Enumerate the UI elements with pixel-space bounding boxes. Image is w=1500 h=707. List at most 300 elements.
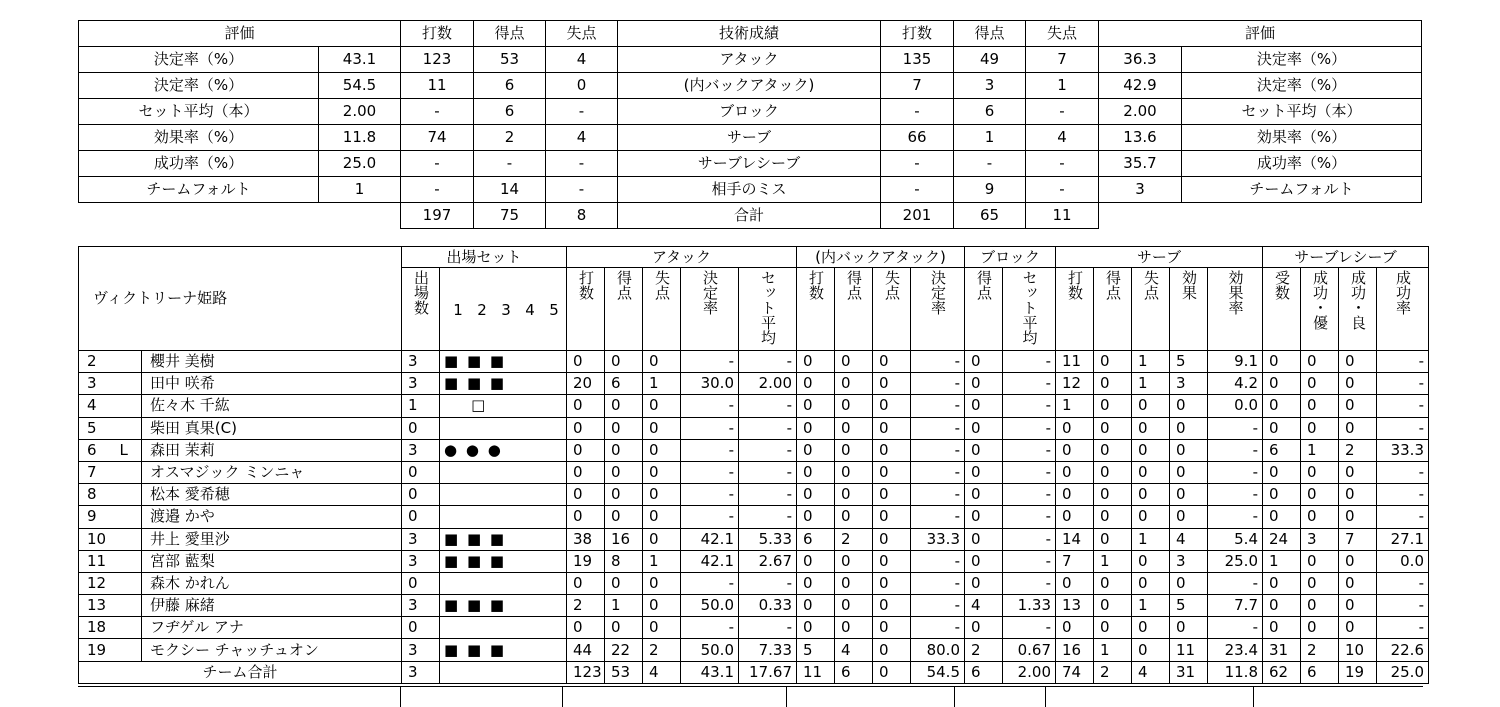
stat-cell: 4 (835, 639, 873, 661)
stat-cell: 0 (797, 617, 835, 639)
stat-cell: 0 (567, 572, 605, 594)
stat-cell: 11 (1170, 639, 1208, 661)
stat-cell: - (1003, 550, 1056, 572)
col-header-text: 失点 (1142, 270, 1160, 300)
player-number: 11 (79, 550, 116, 572)
stat-cell: 11.8 (1208, 661, 1263, 683)
played-count: 0 (402, 461, 440, 483)
cell: - (546, 151, 618, 177)
stat-cell: 0 (873, 417, 911, 439)
cell: 53 (474, 47, 546, 73)
stat-cell: 0 (1339, 351, 1377, 373)
stat-cell: 50.0 (681, 639, 739, 661)
stat-cell: 0 (1301, 595, 1339, 617)
stat-cell: 22.6 (1377, 639, 1429, 661)
stat-cell: - (911, 617, 965, 639)
table-row (79, 528, 1429, 550)
stat-cell: 0 (1339, 595, 1377, 617)
stat-cell: 0 (1094, 484, 1132, 506)
table-row (79, 373, 1429, 395)
eval-value-right: 35.7 (1099, 151, 1182, 177)
set-number: 1 (453, 300, 463, 319)
eval-value-right: 2.00 (1099, 99, 1182, 125)
stat-cell: 2 (567, 595, 605, 617)
stat-cell: 1 (1301, 439, 1339, 461)
group-receive: サーブレシーブ (1263, 247, 1429, 268)
stat-cell: 23.4 (1208, 639, 1263, 661)
col-header-text: 得点 (615, 270, 633, 300)
stat-cell: 24 (1263, 528, 1301, 550)
eval-label-right: 成功率（%） (1182, 151, 1422, 177)
header-points-left: 得点 (474, 21, 546, 47)
stat-cell: 0 (643, 395, 681, 417)
stat-cell: - (681, 572, 739, 594)
col-header-text: 成功・良 (1349, 270, 1367, 330)
stat-cell: 42.1 (681, 528, 739, 550)
eval-label-right: 決定率（%） (1182, 47, 1422, 73)
set-marks: ■ ■ ■ (440, 550, 567, 572)
set-marks (440, 484, 567, 506)
set-marks: ■ ■ ■ (440, 373, 567, 395)
player-number: 8 (79, 484, 116, 506)
played-count: 3 (402, 595, 440, 617)
summary-row (79, 47, 1422, 73)
skill-label: ブロック (618, 99, 881, 125)
header-eval-left: 評価 (79, 21, 401, 47)
table-row (79, 617, 1429, 639)
stat-cell: 19 (1339, 661, 1377, 683)
table-row (79, 506, 1429, 528)
stat-cell: 0 (1094, 617, 1132, 639)
group-attack: アタック (567, 247, 797, 268)
stat-cell: 0 (643, 484, 681, 506)
stat-cell: 0 (1339, 550, 1377, 572)
stat-cell: 0 (1301, 395, 1339, 417)
col-header-ba_pts (835, 268, 873, 351)
total-cell: 197 (401, 203, 474, 229)
cell: 4 (546, 125, 618, 151)
stat-cell: 0 (873, 595, 911, 617)
spacer (1099, 203, 1422, 229)
header-skill: 技術成績 (618, 21, 881, 47)
player-number: 4 (79, 395, 116, 417)
stat-cell: 0 (873, 395, 911, 417)
col-header-ba_lost (873, 268, 911, 351)
stat-cell: 2 (643, 639, 681, 661)
cell: 3 (954, 73, 1026, 99)
cell: - (1026, 99, 1099, 125)
total-cell: 65 (954, 203, 1026, 229)
stat-cell: - (739, 572, 797, 594)
stat-cell: - (1377, 373, 1429, 395)
stat-cell: 5 (797, 639, 835, 661)
stat-cell: 20 (567, 373, 605, 395)
col-header-text: 得点 (845, 270, 863, 300)
stat-cell: - (911, 461, 965, 483)
stat-cell: - (911, 484, 965, 506)
stat-cell: 0 (643, 572, 681, 594)
stat-cell: 123 (567, 661, 605, 683)
col-header-text: 成功・優 (1311, 270, 1329, 330)
stat-cell: 0 (567, 417, 605, 439)
stat-cell: - (681, 395, 739, 417)
stat-cell: 0 (1339, 373, 1377, 395)
stat-cell: - (1003, 484, 1056, 506)
col-header-played (402, 268, 440, 351)
stat-cell: 0 (1094, 417, 1132, 439)
player-number: 12 (79, 572, 116, 594)
skill-label: サーブレシーブ (618, 151, 881, 177)
stat-cell: - (1003, 417, 1056, 439)
stat-cell: 0 (1056, 417, 1094, 439)
stat-cell: 7 (1056, 550, 1094, 572)
stat-cell: 7.33 (739, 639, 797, 661)
total-cell: 75 (474, 203, 546, 229)
player-number: 9 (79, 506, 116, 528)
stat-cell: 0 (965, 506, 1003, 528)
player-name: 伊藤 麻緒 (142, 595, 402, 617)
played-count: 0 (402, 572, 440, 594)
total-cell: 8 (546, 203, 618, 229)
stat-cell: 6 (1263, 439, 1301, 461)
stat-cell: - (681, 461, 739, 483)
stat-cell: - (681, 439, 739, 461)
group-sets: 出場セット (402, 247, 567, 268)
stat-cell: 62 (1263, 661, 1301, 683)
stat-cell: 42.1 (681, 550, 739, 572)
stat-cell: 0 (1263, 373, 1301, 395)
stat-cell: 0 (643, 595, 681, 617)
played-count: 3 (402, 639, 440, 661)
cell: 6 (474, 73, 546, 99)
col-header-text: 効果率 (1226, 270, 1245, 315)
stat-cell: - (739, 395, 797, 417)
stat-cell: 16 (605, 528, 643, 550)
stat-cell: 30.0 (681, 373, 739, 395)
stat-cell: 0 (1094, 373, 1132, 395)
cell: - (401, 99, 474, 125)
libero-mark (116, 395, 142, 417)
team-total-label: チーム合計 (79, 661, 402, 683)
set-number: 5 (549, 300, 559, 319)
stat-cell: - (681, 617, 739, 639)
stat-cell: 0 (605, 461, 643, 483)
stat-cell: 2 (1301, 639, 1339, 661)
header-at-bats-right: 打数 (881, 21, 954, 47)
stat-cell: - (739, 484, 797, 506)
cell: 6 (474, 99, 546, 125)
eval-value-right: 42.9 (1099, 73, 1182, 99)
libero-mark (116, 595, 142, 617)
stat-cell: 38 (567, 528, 605, 550)
stat-cell: - (681, 351, 739, 373)
stat-cell: 1 (1132, 528, 1170, 550)
player-number: 13 (79, 595, 116, 617)
col-header-rc_rate (1377, 268, 1429, 351)
stat-cell: 1 (1132, 595, 1170, 617)
cell: 2 (474, 125, 546, 151)
eval-value-left: 11.8 (319, 125, 401, 151)
stat-cell: 0 (1170, 461, 1208, 483)
stat-cell: 0 (835, 617, 873, 639)
cell: 74 (401, 125, 474, 151)
stat-cell: 0 (797, 595, 835, 617)
stat-cell: 0 (1056, 461, 1094, 483)
col-header-att_avg (739, 268, 797, 351)
stat-cell: - (911, 373, 965, 395)
stat-cell: 0 (605, 572, 643, 594)
cell: - (954, 151, 1026, 177)
cell: - (546, 99, 618, 125)
set-number: 4 (525, 300, 535, 319)
stat-cell: - (1377, 484, 1429, 506)
libero-mark (116, 639, 142, 661)
team-total-row (79, 661, 1429, 683)
stat-cell: 2 (1339, 439, 1377, 461)
stat-cell: 0 (1170, 484, 1208, 506)
stat-cell: 44 (567, 639, 605, 661)
player-name: 柴田 真果(C) (142, 417, 402, 439)
stat-cell: 0 (965, 550, 1003, 572)
player-name: 櫻井 美樹 (142, 351, 402, 373)
eval-label-right: 決定率（%） (1182, 73, 1422, 99)
stat-cell: 1 (605, 595, 643, 617)
group-block: ブロック (965, 247, 1056, 268)
stat-cell: 0 (1263, 595, 1301, 617)
stat-cell: 0 (835, 572, 873, 594)
cell: 1 (954, 125, 1026, 151)
player-stats-table (78, 246, 1429, 684)
stat-cell: - (911, 351, 965, 373)
stat-cell: - (681, 417, 739, 439)
col-header-att_pts (605, 268, 643, 351)
team-name: ヴィクトリーナ姫路 (79, 247, 402, 351)
eval-label-left: 成功率（%） (79, 151, 319, 177)
stat-cell: 0 (797, 439, 835, 461)
stat-cell: - (1208, 439, 1263, 461)
stat-cell: 0 (1094, 351, 1132, 373)
played-count: 3 (402, 373, 440, 395)
set-marks (440, 461, 567, 483)
set-marks (440, 572, 567, 594)
stat-cell: 0 (1094, 461, 1132, 483)
stat-cell: - (1377, 572, 1429, 594)
player-name: フヂゲル アナ (142, 617, 402, 639)
player-name: 松本 愛希穂 (142, 484, 402, 506)
table-row (79, 639, 1429, 661)
stat-cell: - (911, 595, 965, 617)
stat-cell: 0 (1094, 506, 1132, 528)
header-eval-right: 評価 (1099, 21, 1422, 47)
eval-value-right: 13.6 (1099, 125, 1182, 151)
stat-cell: 0 (835, 484, 873, 506)
stat-cell: - (1003, 373, 1056, 395)
eval-value-left: 54.5 (319, 73, 401, 99)
cell: - (881, 151, 954, 177)
libero-mark (116, 528, 142, 550)
stat-cell: 0 (873, 461, 911, 483)
stat-cell: 0 (1301, 461, 1339, 483)
spacer (79, 203, 401, 229)
stat-cell: 0 (873, 550, 911, 572)
stat-cell: 0.0 (1377, 550, 1429, 572)
stat-cell: 80.0 (911, 639, 965, 661)
stat-cell: 6 (605, 373, 643, 395)
libero-mark: L (116, 439, 142, 461)
stat-cell: 0 (965, 439, 1003, 461)
stat-cell: 4 (965, 595, 1003, 617)
stat-cell: 74 (1056, 661, 1094, 683)
eval-label-left: 決定率（%） (79, 47, 319, 73)
col-header-text: 失点 (653, 270, 671, 300)
stat-cell: 0 (835, 506, 873, 528)
stat-cell: 19 (567, 550, 605, 572)
stat-cell: - (1377, 617, 1429, 639)
stat-cell: 0 (1094, 439, 1132, 461)
table-row (79, 550, 1429, 572)
summary-row (79, 99, 1422, 125)
cell: - (401, 177, 474, 203)
col-header-rc_ex (1301, 268, 1339, 351)
stat-cell: 0 (1301, 617, 1339, 639)
player-name: 森木 かれん (142, 572, 402, 594)
played-count: 0 (402, 484, 440, 506)
stat-cell: 0 (1132, 506, 1170, 528)
stat-cell: 7 (1339, 528, 1377, 550)
set-number: 3 (501, 300, 511, 319)
stat-cell: 0 (605, 351, 643, 373)
col-header-text: 成功率 (1394, 270, 1412, 315)
col-header-sv_bats (1056, 268, 1094, 351)
stat-cell: 0 (1170, 506, 1208, 528)
stat-cell: - (1208, 617, 1263, 639)
player-number: 19 (79, 639, 116, 661)
stat-cell: 0 (1132, 417, 1170, 439)
stat-cell: 0 (1094, 528, 1132, 550)
stat-cell: 0 (1339, 417, 1377, 439)
libero-mark (116, 506, 142, 528)
stat-cell: 31 (1170, 661, 1208, 683)
stat-cell: 25.0 (1377, 661, 1429, 683)
stat-cell: 0 (567, 461, 605, 483)
stat-cell: 0 (835, 461, 873, 483)
col-header-rc_cnt (1263, 268, 1301, 351)
cell: 135 (881, 47, 954, 73)
player-name: 宮部 藍梨 (142, 550, 402, 572)
col-header-sv_lost (1132, 268, 1170, 351)
stat-cell: - (681, 506, 739, 528)
stat-cell: 0 (1301, 351, 1339, 373)
stat-cell: 3 (1170, 373, 1208, 395)
stat-cell: 0 (965, 351, 1003, 373)
stat-cell: - (681, 484, 739, 506)
stat-cell: 0 (1094, 395, 1132, 417)
stat-cell: 0 (965, 395, 1003, 417)
stat-cell: 0 (873, 351, 911, 373)
stat-cell: 0 (835, 373, 873, 395)
stat-cell: 4.2 (1208, 373, 1263, 395)
col-header-ba_rate (911, 268, 965, 351)
stat-cell: 0 (643, 439, 681, 461)
summary-row (79, 125, 1422, 151)
col-header-ba_bats (797, 268, 835, 351)
col-header-text: 得点 (1104, 270, 1122, 300)
stat-cell: 1 (1263, 550, 1301, 572)
eval-value-left: 1 (319, 177, 401, 203)
played-count: 0 (402, 417, 440, 439)
skill-label: サーブ (618, 125, 881, 151)
stat-cell: 0 (1056, 572, 1094, 594)
stat-cell: 22 (605, 639, 643, 661)
stat-cell: 0 (873, 373, 911, 395)
stat-cell: - (1003, 439, 1056, 461)
stat-cell: 0 (567, 351, 605, 373)
played-count: 3 (402, 550, 440, 572)
table-row (79, 572, 1429, 594)
stat-cell: 0 (835, 550, 873, 572)
set-marks: ■ ■ ■ (440, 351, 567, 373)
stat-cell: 0 (1132, 439, 1170, 461)
libero-mark (116, 461, 142, 483)
stat-cell: 0 (1339, 395, 1377, 417)
cell: 7 (881, 73, 954, 99)
stat-cell: 4 (1170, 528, 1208, 550)
stat-cell: 9.1 (1208, 351, 1263, 373)
table-row (79, 461, 1429, 483)
stat-cell: 0 (1132, 550, 1170, 572)
stat-cell: - (1003, 617, 1056, 639)
table-row (79, 595, 1429, 617)
cell: - (881, 177, 954, 203)
stat-cell: - (1003, 528, 1056, 550)
player-number: 18 (79, 617, 116, 639)
played-count: 0 (402, 506, 440, 528)
header-points-right: 得点 (954, 21, 1026, 47)
stat-cell: 0 (1094, 572, 1132, 594)
set-marks: □ (440, 395, 567, 417)
cell: - (474, 151, 546, 177)
stat-cell: 6 (797, 528, 835, 550)
player-number: 5 (79, 417, 116, 439)
stat-cell: 0 (965, 461, 1003, 483)
stat-cell: 27.1 (1377, 528, 1429, 550)
cell: 9 (954, 177, 1026, 203)
stat-cell: 0 (873, 506, 911, 528)
stat-cell: - (739, 617, 797, 639)
stat-cell: 4 (643, 661, 681, 683)
stat-cell: 0 (567, 617, 605, 639)
col-header-att_bats (567, 268, 605, 351)
stat-cell: 31 (1263, 639, 1301, 661)
total-cell: 201 (881, 203, 954, 229)
player-name: 田中 咲希 (142, 373, 402, 395)
stat-cell: - (1003, 506, 1056, 528)
stat-cell: 50.0 (681, 595, 739, 617)
stat-cell: 0 (643, 506, 681, 528)
cell: 0 (546, 73, 618, 99)
stat-cell: 0 (1056, 439, 1094, 461)
stat-cell: - (1208, 461, 1263, 483)
col-header-text: 受数 (1273, 270, 1291, 300)
stat-cell: 0 (835, 395, 873, 417)
stat-cell: 0 (605, 617, 643, 639)
cell: 7 (1026, 47, 1099, 73)
stat-cell: 2 (1094, 661, 1132, 683)
libero-mark (116, 351, 142, 373)
player-name: オスマジック ミンニャ (142, 461, 402, 483)
stat-cell: - (1377, 506, 1429, 528)
stat-cell: - (1377, 351, 1429, 373)
